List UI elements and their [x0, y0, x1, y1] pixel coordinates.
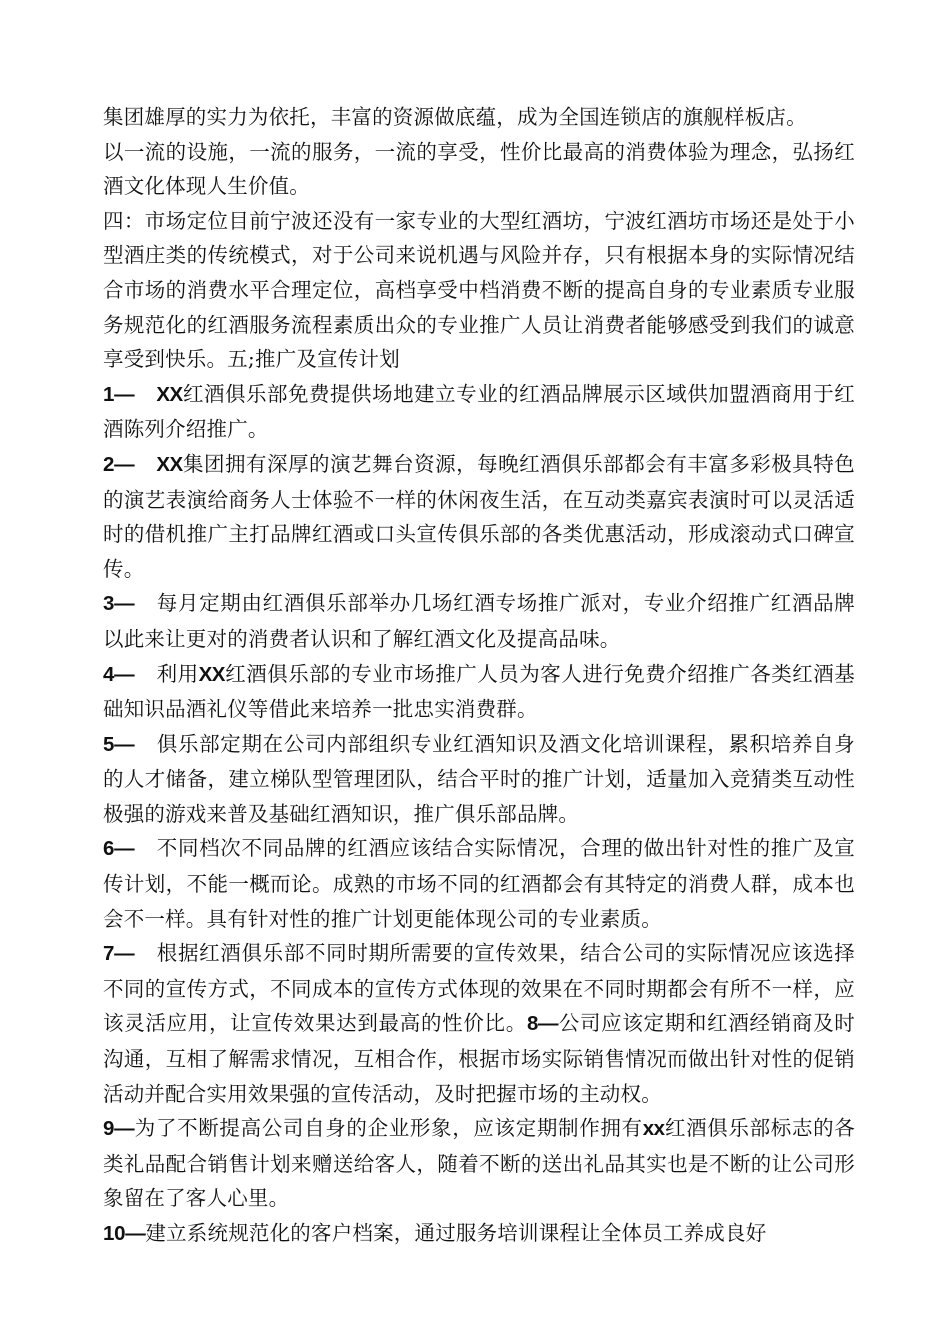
paragraph-market-positioning — [103, 204, 855, 377]
paragraph-text: 四：市场定位目前宁波还没有一家专业的大型红酒坊，宁波红酒坊市场还是处于小型酒庄类的传统模式，对于公司来说机遇与风险并存，只有根据本身的实际情况结合市场的消费水平合理定位，高档享受中档消费不断的提高自身的专业素质专业服务规范化的红酒服务流程素质出众的专业推广人员让消费者能够感受到我们的诚意享受到快乐。五;推广及宣传计划 — [103, 208, 855, 372]
item-brand: XX — [156, 382, 183, 406]
item-text: 红酒俱乐部的专业市场推广人员为客人进行免费介绍推广各类红酒基础知识品酒礼仪等借此来培养一批忠实消费群。 — [103, 661, 856, 722]
item-text: 红酒俱乐部免费提供场地建立专业的红酒品牌展示区域供加盟酒商用于红酒陈列介绍推广。 — [103, 381, 855, 442]
item-number: 4— — [103, 662, 135, 686]
item-brand: XX — [198, 662, 225, 686]
item-brand: xx — [642, 1117, 665, 1141]
list-item-9 — [103, 1111, 855, 1216]
item-number: 9— — [103, 1117, 135, 1141]
paragraph-text: 集团雄厚的实力为依托，丰富的资源做底蕴，成为全国连锁店的旗舰样板店。 — [103, 105, 807, 129]
item-text: 集团拥有深厚的演艺舞台资源，每晚红酒俱乐部都会有丰富多彩极具特色的演艺表演给商务人士体验不一样的休闲夜生活，在互动类嘉宾表演时可以灵活适时的借机推广主打品牌红酒或口头宣传俱乐部的各类优惠活动，形成滚动式口碑宣传。 — [103, 451, 855, 581]
item-text: 根据红酒俱乐部不同时期所需要的宣传效果，结合公司的实际情况应该选择不同的宣传方式，不同成本的宣传方式体现的效果在不同时期都会有所不一样，应该灵活应用，让宣传效果达到最高的性价比。 — [103, 941, 855, 1036]
item-text: 红酒俱乐部标志的各类礼品配合销售计划来赠送给客人，随着不断的送出礼品其实也是不断的让公司形象留在了客人心里。 — [103, 1116, 855, 1211]
list-item-7-8 — [103, 936, 855, 1111]
item-prefix: 为了不断提高公司自身的企业形象，应该定期制作拥有 — [134, 1116, 643, 1141]
item-prefix: 利用 — [156, 661, 199, 686]
paragraph-intro-2 — [103, 135, 855, 204]
item-text: 不同档次不同品牌的红酒应该结合实际情况，合理的做出针对性的推广及宣传计划，不能一概而论。成熟的市场不同的红酒都会有其特定的消费人群，成本也会不一样。具有针对性的推广计划更能体现公司的专业素质。 — [103, 836, 855, 931]
item-text: 俱乐部定期在公司内部组织专业红酒知识及酒文化培训课程，累积培养自身的人才储备，建立梯队型管理团队，结合平时的推广计划，适量加入竞猜类互动性极强的游戏来普及基础红酒知识，推广俱乐部品牌。 — [103, 731, 855, 826]
item-number: 5— — [103, 732, 135, 756]
item-number: 1— — [103, 382, 135, 406]
list-item-1 — [103, 377, 855, 447]
paragraph-intro-1 — [103, 100, 855, 135]
item-text: 每月定期由红酒俱乐部举办几场红酒专场推广派对，专业介绍推广红酒品牌以此来让更对的消费者认识和了解红酒文化及提高品味。 — [103, 591, 855, 651]
list-item-4 — [103, 657, 855, 727]
item-text-8: 公司应该定期和红酒经销商及时沟通，互相了解需求情况，互相合作，根据市场实际销售情况而做出针对性的促销活动并配合实用效果强的宣传活动，及时把握市场的主动权。 — [103, 1011, 855, 1106]
item-number: 10— — [103, 1222, 146, 1245]
item-text: 建立系统规范化的客户档案，通过服务培训课程让全体员工养成良好 — [145, 1221, 767, 1245]
list-item-6 — [103, 831, 855, 936]
list-item-2 — [103, 447, 855, 586]
item-brand: XX — [156, 452, 183, 476]
item-number: 6— — [103, 837, 135, 861]
list-item-5 — [103, 727, 855, 832]
item-number-8: 8— — [526, 1012, 559, 1036]
item-number: 2— — [103, 452, 135, 476]
paragraph-text: 以一流的设施，一流的服务，一流的享受，性价比最高的消费体验为理念，弘扬红酒文化体现人生价值。 — [103, 139, 855, 199]
document-page — [103, 100, 855, 1252]
list-item-3 — [103, 586, 855, 656]
list-item-10 — [103, 1216, 855, 1252]
item-number: 7— — [103, 942, 135, 966]
item-number: 3— — [103, 592, 135, 616]
